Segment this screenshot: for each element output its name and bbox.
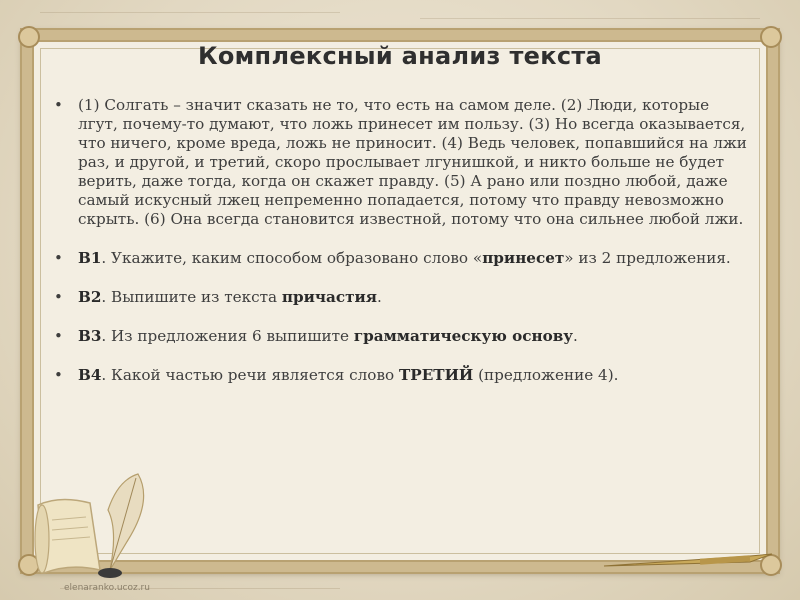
pen-icon — [600, 548, 780, 578]
task-code: В1 — [78, 249, 102, 267]
background-script — [40, 12, 340, 13]
task-text: . — [573, 327, 578, 345]
task-text: . Выпишите из текста — [101, 288, 282, 306]
bullet: • — [54, 249, 63, 267]
task-code: В2 — [78, 288, 102, 306]
task-text: . Из предложения 6 выпишите — [101, 327, 354, 345]
passage-item — [48, 96, 753, 229]
task-item — [48, 249, 753, 268]
task-text: . — [377, 288, 382, 306]
task-code: В3 — [78, 327, 102, 345]
bullet: • — [54, 366, 63, 384]
bullet: • — [54, 288, 63, 306]
quill-icon — [88, 470, 158, 580]
passage-text: (1) Солгать – значит сказать не то, что есть на самом деле. (2) Люди, которые лгут, почему-то думают, что ложь принесет им пользу. (3) Но всегда оказывается, что ничего, кроме вреда, ложь не приносит. (4) Ведь человек, попавшийся на лжи раз, и другой, и третий, скоро прослывает лгунишкой, и никто больше не будет верить, даже тогда, когда он скажет правду. (5) А рано или поздно любой, даже самый искусный лжец непременно попадается, потому что правду невозможно скрыть. (6) Она всегда становится известной, потому что она сильнее любой лжи. — [78, 96, 747, 228]
task-item — [48, 288, 753, 307]
slide-content — [48, 96, 753, 405]
watermark: elenaranko.ucoz.ru — [64, 583, 150, 593]
bullet: • — [54, 327, 63, 345]
task-text: . Укажите, каким способом образовано слово « — [101, 249, 483, 267]
task-keyword: грамматическую основу — [353, 327, 573, 345]
task-text: . Какой частью речи является слово — [101, 366, 399, 384]
task-text: (предложение 4). — [473, 366, 619, 384]
task-keyword: ТРЕТИЙ — [398, 366, 474, 384]
background-script — [420, 18, 760, 19]
task-keyword: причастия — [281, 288, 378, 306]
task-item — [48, 366, 753, 385]
slide-title: Комплексный анализ текста — [197, 42, 603, 70]
bullet: • — [54, 96, 63, 114]
task-keyword: принесет — [482, 249, 565, 267]
task-code: В4 — [78, 366, 102, 384]
task-text: » из 2 предложения. — [564, 249, 731, 267]
task-item — [48, 327, 753, 346]
